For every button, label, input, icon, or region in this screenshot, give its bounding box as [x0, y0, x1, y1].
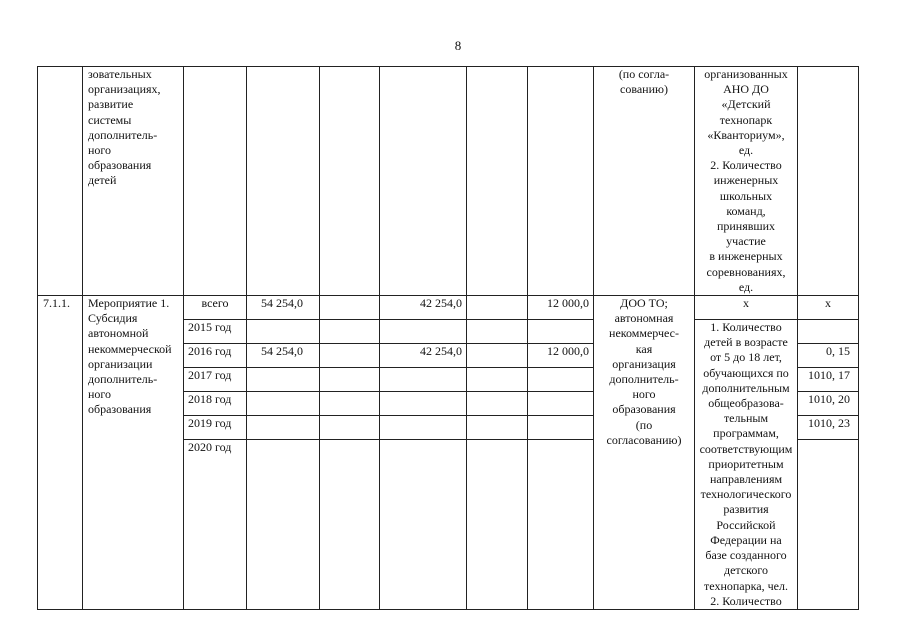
text-line: автономная [614, 311, 674, 326]
text-line: системы [88, 112, 132, 127]
value-cell [320, 368, 380, 392]
table-row [38, 296, 859, 320]
text-line: приоритетным [708, 456, 784, 471]
text-line: ного [88, 143, 112, 158]
year-cell: 2017 год [184, 368, 247, 392]
text-line: кая [635, 341, 653, 356]
text-line: от 5 до 18 лет, [710, 350, 782, 365]
text-line: инженерных [713, 173, 779, 188]
text-line: технопарк [719, 112, 773, 127]
value-cell [380, 368, 467, 392]
responsible-executor [594, 296, 695, 610]
value-cell [528, 320, 594, 344]
text-line: организациях, [88, 82, 161, 97]
year-cell: всего [184, 296, 247, 320]
text-line: Субсидия [88, 311, 138, 326]
value-cell: 12 000,0 [528, 344, 594, 368]
text-line: детей в возрасте [704, 335, 788, 350]
text-line: образования [88, 158, 152, 173]
text-line: дополнитель- [88, 127, 158, 142]
value-cell [380, 440, 467, 610]
value-cell: 42 254,0 [380, 344, 467, 368]
text-line: АНО ДО [723, 82, 769, 97]
value-cell [320, 320, 380, 344]
text-line: школьных [719, 188, 773, 203]
text-line: зовательных [88, 67, 152, 81]
text-line: дополнитель- [609, 372, 679, 387]
text-line: дополнитель- [88, 372, 158, 387]
text-line: 2. Количество [710, 593, 782, 608]
text-line: технопарка, чел. [704, 578, 788, 593]
cell-empty [798, 67, 859, 296]
value-total: 54 254,0 [247, 296, 320, 320]
text-line: развитие [88, 97, 134, 112]
value-cell [320, 344, 380, 368]
value-cell: 12 000,0 [528, 296, 594, 320]
text-line: детей [88, 173, 117, 188]
text-line: команд, [726, 203, 766, 218]
value-total [247, 392, 320, 416]
value-cell [320, 416, 380, 440]
text-line: «Детский [721, 97, 771, 112]
text-line: Российской [716, 517, 776, 532]
text-line: обучающихся по [703, 365, 789, 380]
value-cell [467, 344, 528, 368]
text-line: ед. [738, 279, 754, 294]
last-value: 1010, 20 [798, 392, 859, 416]
text-line: развития [723, 502, 769, 517]
text-line: ного [88, 387, 112, 402]
text-line: технологического [700, 487, 792, 502]
indicator-description [695, 320, 798, 610]
value-cell [467, 320, 528, 344]
text-line: общеобразова- [708, 396, 784, 411]
measure-name [83, 296, 184, 610]
text-line: (по согла- [618, 67, 670, 81]
value-cell [320, 440, 380, 610]
text-line: направлениям [709, 472, 783, 487]
value-cell [380, 392, 467, 416]
value-cell [528, 416, 594, 440]
year-cell: 2016 год [184, 344, 247, 368]
value-cell [528, 392, 594, 416]
text-line: программам, [713, 426, 779, 441]
measure-number: 7.1.1. [38, 296, 83, 610]
year-cell: 2020 год [184, 440, 247, 610]
cell-measure-name-cont [83, 67, 184, 296]
text-line: базе созданного [705, 548, 787, 563]
text-line: участие [726, 234, 766, 249]
value-cell [528, 440, 594, 610]
text-line: (по [635, 417, 653, 432]
value-cell [467, 296, 528, 320]
text-line: сованию) [620, 82, 668, 97]
value-total [247, 368, 320, 392]
text-line: в инженерных [709, 249, 783, 264]
text-line: организация [612, 356, 676, 371]
year-cell: 2018 год [184, 392, 247, 416]
cell-empty [467, 67, 528, 296]
text-line: организованных [704, 67, 788, 81]
cell-num-empty [38, 67, 83, 296]
cell-empty [528, 67, 594, 296]
value-cell [467, 440, 528, 610]
text-line: тельным [723, 411, 769, 426]
year-cell: 2015 год [184, 320, 247, 344]
text-line: 2. Количество [710, 158, 782, 173]
text-line: некоммерческой [88, 341, 172, 356]
text-line: «Кванториум», [707, 127, 785, 142]
text-line: соответствующим [699, 441, 793, 456]
text-line: ного [632, 387, 656, 402]
text-line: детского [724, 563, 768, 578]
text-line: образования [612, 402, 676, 417]
value-cell [528, 368, 594, 392]
value-cell [380, 416, 467, 440]
year-cell: 2019 год [184, 416, 247, 440]
text-line: Федерации на [710, 532, 782, 547]
last-value: 1010, 23 [798, 416, 859, 440]
value-total [247, 320, 320, 344]
last-value: 1010, 17 [798, 368, 859, 392]
text-line: 1. Количество [710, 320, 782, 335]
value-cell [467, 392, 528, 416]
value-total [247, 416, 320, 440]
text-line: дополнительным [702, 380, 790, 395]
text-line: организации [88, 356, 153, 371]
cell-indicator-cont [695, 67, 798, 296]
last-x: х [798, 296, 859, 320]
continuation-row [38, 67, 859, 296]
program-table [37, 66, 859, 610]
value-cell [320, 296, 380, 320]
page-number: 8 [454, 38, 462, 53]
text-line: принявших [716, 219, 776, 234]
value-total: 54 254,0 [247, 344, 320, 368]
cell-empty [380, 67, 467, 296]
text-line: ед. [738, 143, 754, 158]
indicator-x: х [695, 296, 798, 320]
value-cell [320, 392, 380, 416]
text-line: ДОО ТО; [620, 296, 668, 311]
cell-responsible-cont [594, 67, 695, 296]
value-cell [380, 320, 467, 344]
text-line: образования [88, 402, 152, 417]
text-line: некоммерчес- [609, 326, 679, 341]
cell-empty [247, 67, 320, 296]
text-line: Мероприятие 1. [88, 296, 170, 311]
value-cell [467, 368, 528, 392]
value-cell: 42 254,0 [380, 296, 467, 320]
cell-empty [320, 67, 380, 296]
text-line: согласованию) [606, 432, 682, 447]
cell-empty [184, 67, 247, 296]
value-cell [467, 416, 528, 440]
last-value [798, 320, 859, 344]
last-value [798, 440, 859, 610]
text-line: соревнованиях, [706, 264, 786, 279]
last-value: 0, 15 [798, 344, 859, 368]
value-total [247, 440, 320, 610]
text-line: автономной [88, 326, 149, 341]
